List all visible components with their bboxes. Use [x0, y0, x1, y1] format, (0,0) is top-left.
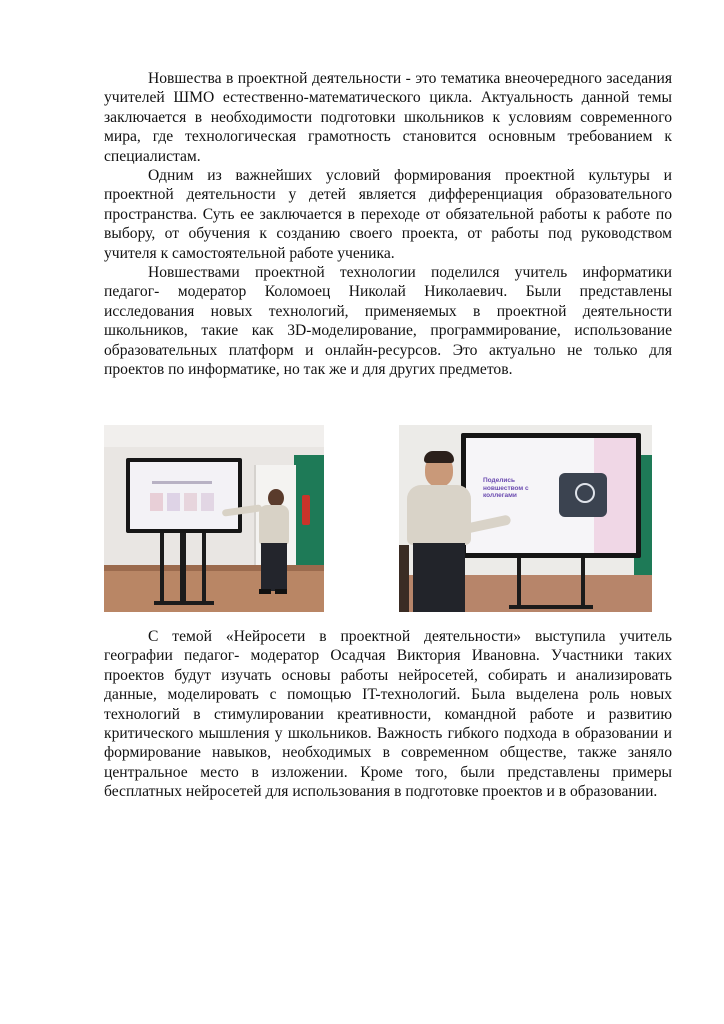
paragraph-1: Новшества в проектной деятельности - это тематика внеочередного заседания учителей ШМО естественно-математического цикла. Актуальность данной темы заключается в необходимости подготовки школьников к условиям современного мира, где технологическая грамотность становится основным требованием к специалистам.: [104, 70, 672, 165]
paragraph-3: Новшествами проектной технологии поделился учитель информатики педагог- модератор Коломоец Николай Николаевич. Были представлены исследования новых технологий, применяемых в проектной деятельности школьников, такие как 3D-моделирование, программирование, использование образовательных платформ и онлайн-ресурсов. Это актуально не только для проектов по информатике, но так же и для других предметов.: [104, 264, 672, 379]
screen-slide-title: Поделись новшеством с коллегами: [483, 477, 529, 499]
paragraph-2: Одним из важнейших условий формирования проектной культуры и проектной деятельности у детей является дифференциация образовательного пространства. Суть ее заключается в переходе от обязательной работы к работе по выбору, от обучения к созданию своего проекта, от работы под руководством учителя к самостоятельной работе ученика.: [104, 167, 672, 262]
photo-teacher-informatics: [104, 425, 324, 612]
photo-teacher-presentation: [399, 425, 652, 612]
text-block-bottom: [104, 627, 672, 802]
paragraph-4: С темой «Нейросети в проектной деятельности» выступила учитель географии педагог- модератор Осадчая Виктория Ивановна. Участники таких проектов будут изучать основы работы нейросетей, собирать и анализировать данные, моделировать с помощью IT-технологий. Была выделена роль новых технологий в стимулировании креативности, командной работе и развитию критического мышления у школьников. Важность гибкого подхода в образовании и формирование навыков, необходимых в современном обществе, также заняло центральное место в изложении. Кроме того, были представлены примеры бесплатных нейросетей для использования в подготовке проектов и в образовании.: [104, 628, 672, 801]
text-block-top: [104, 69, 672, 380]
